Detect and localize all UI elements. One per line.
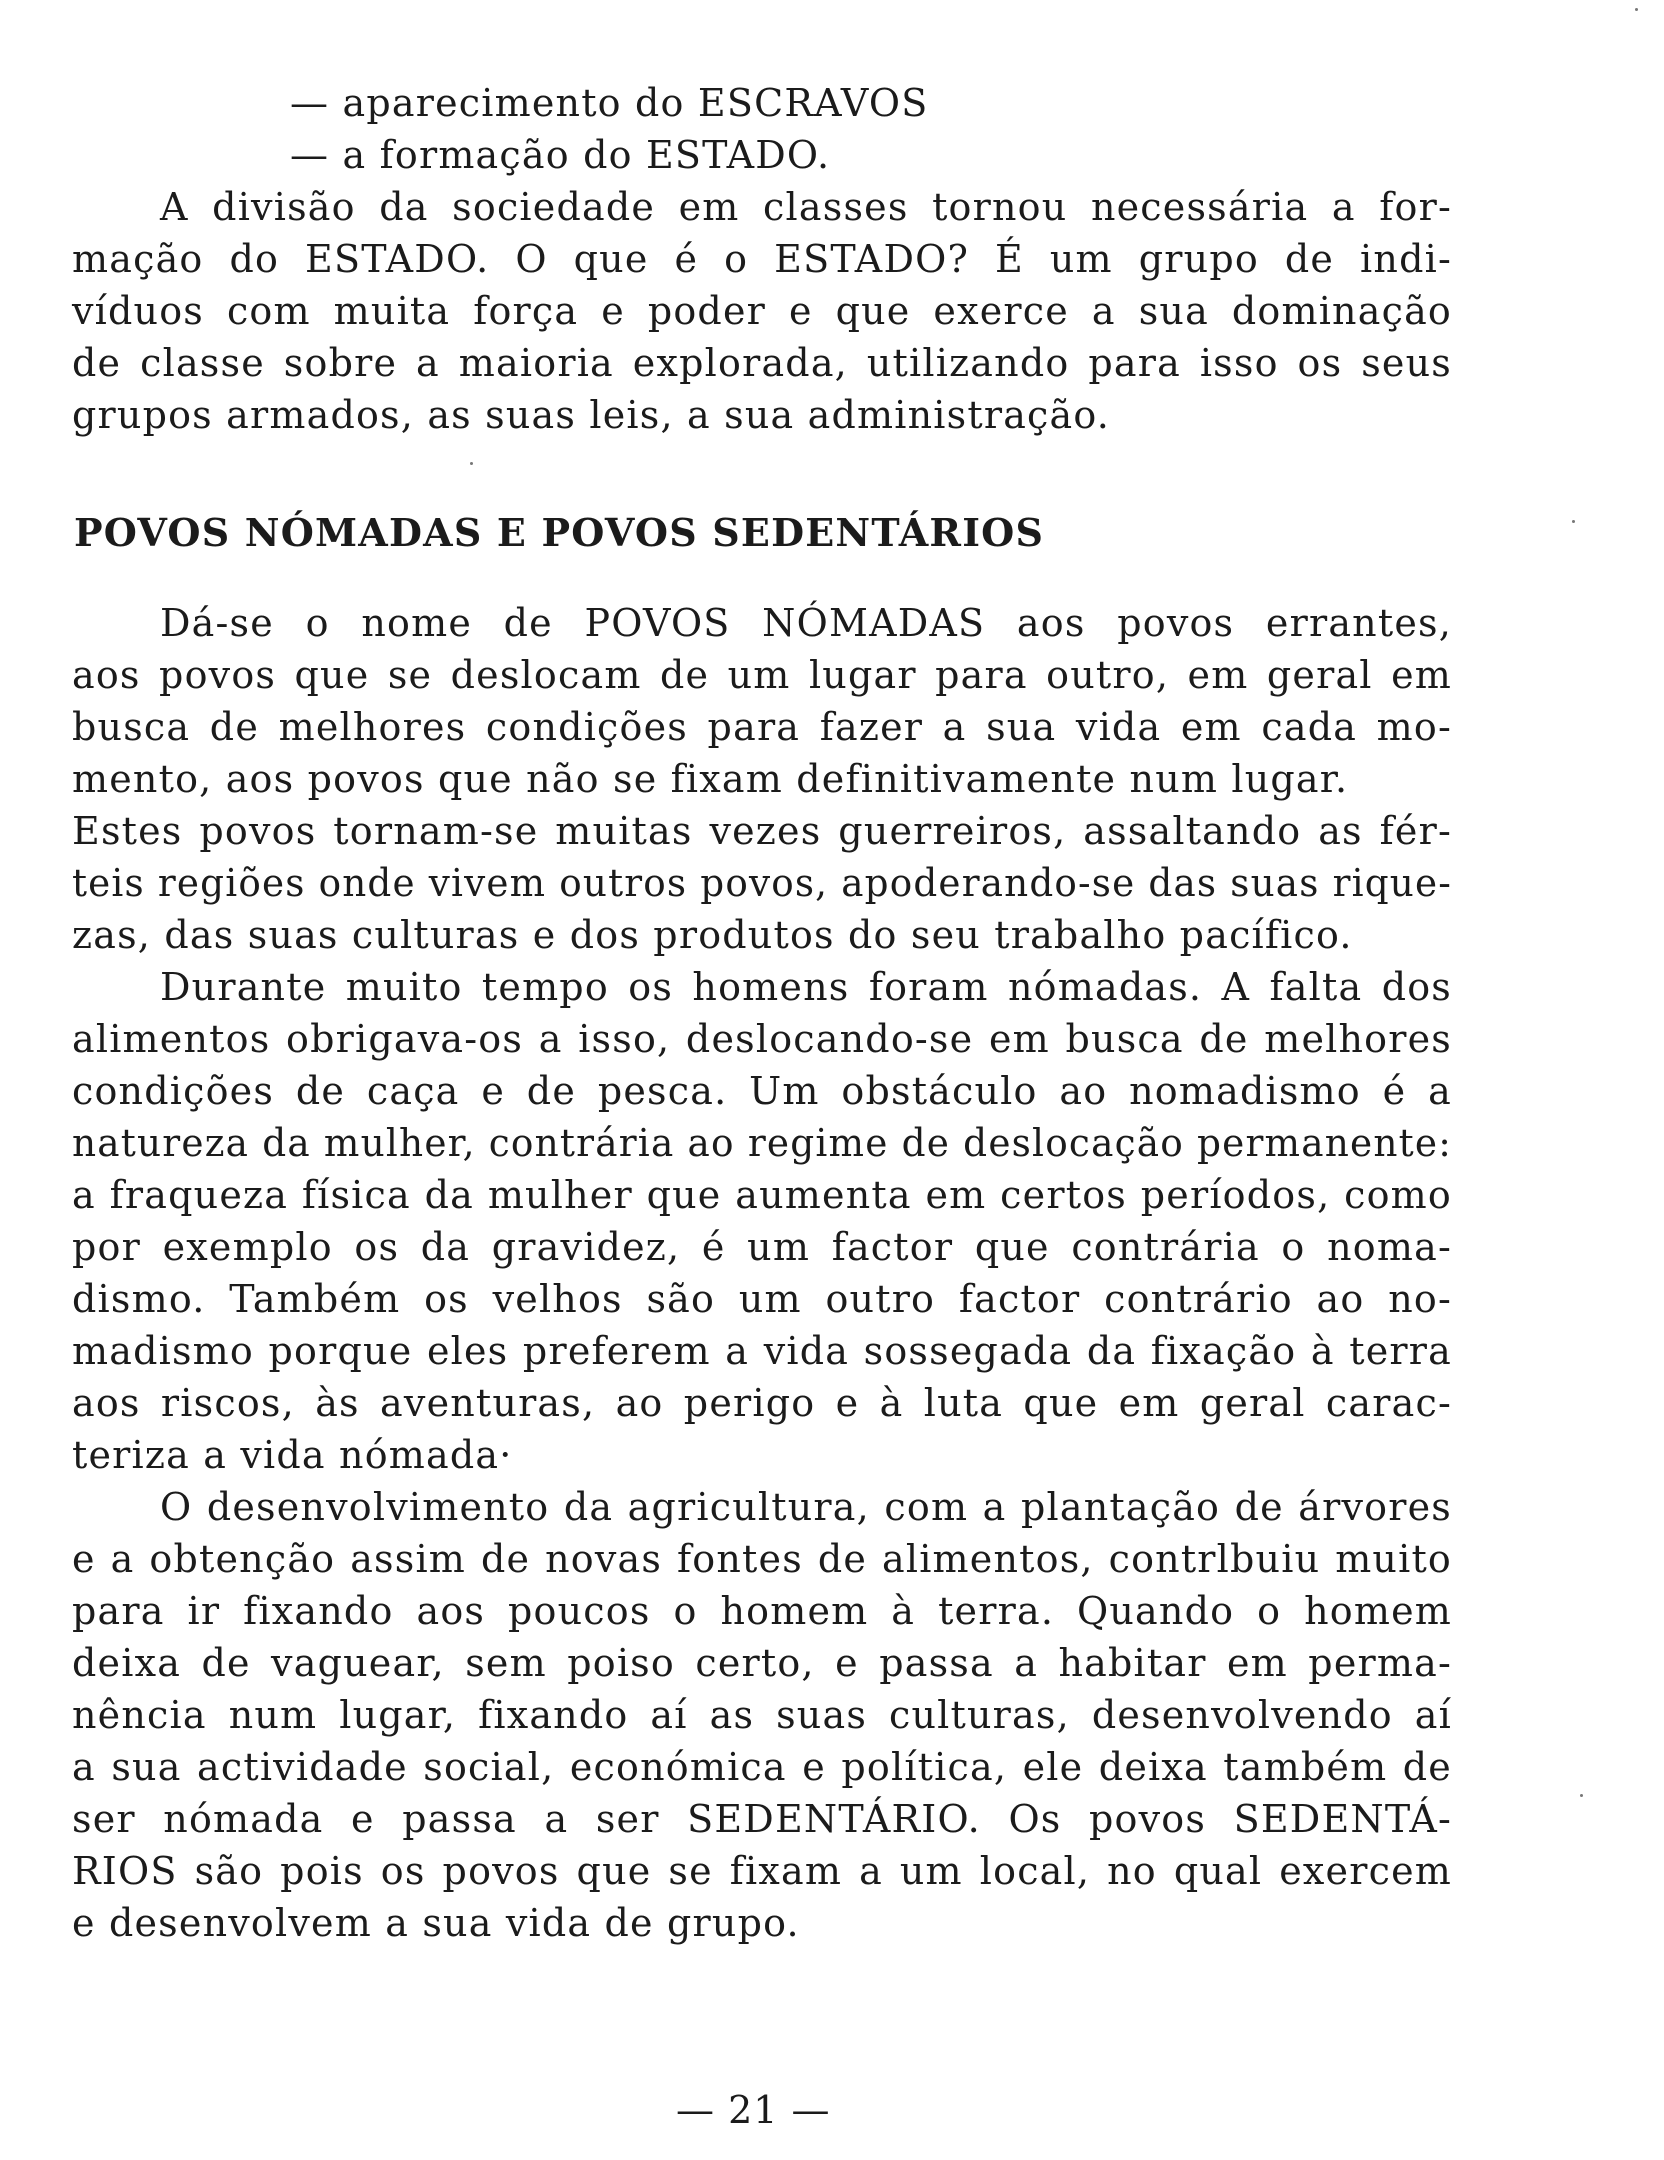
intro-line: — aparecimento do ESCRAVOS (290, 81, 929, 125)
paragraph-line: busca de melhores condições para fazer a sua vida em cada mo- (72, 705, 1452, 749)
paragraph-line: aos riscos, às aventuras, ao perigo e à luta que em geral carac- (72, 1381, 1452, 1425)
section-heading: POVOS NÓMADAS E POVOS SEDENTÁRIOS (74, 510, 1045, 555)
paragraph-line: RIOS são pois os povos que se fixam a um local, no qual exercem (72, 1849, 1452, 1893)
intro-line: — a formação do ESTADO. (290, 133, 831, 177)
paragraph-line: madismo porque eles preferem a vida sossegada da fixação à terra (72, 1329, 1452, 1373)
paragraph-line: mação do ESTADO. O que é o ESTADO? É um grupo de indi- (72, 237, 1452, 281)
paragraph-line: zas, das suas culturas e dos produtos do seu trabalho pacífico. (72, 913, 1353, 957)
paragraph-line: teriza a vida nómada· (72, 1433, 513, 1477)
paragraph-line: Dá-se o nome de POVOS NÓMADAS aos povos errantes, (160, 601, 1452, 645)
paragraph-line: nência num lugar, fixando aí as suas culturas, desenvolvendo aí (72, 1693, 1452, 1737)
paragraph-line: Durante muito tempo os homens foram nómadas. A falta dos (160, 965, 1452, 1009)
paragraph-line: de classe sobre a maioria explorada, utilizando para isso os seus (72, 341, 1452, 385)
paragraph-line: a fraqueza física da mulher que aumenta em certos períodos, como (72, 1173, 1452, 1217)
paragraph-line: aos povos que se deslocam de um lugar para outro, em geral em (72, 653, 1452, 697)
paragraph-line: natureza da mulher, contrária ao regime de deslocação permanente: (72, 1121, 1452, 1165)
paragraph-line: e desenvolvem a sua vida de grupo. (72, 1901, 800, 1945)
paragraph-line: grupos armados, as suas leis, a sua administração. (72, 393, 1111, 437)
paragraph-line: condições de caça e de pesca. Um obstáculo ao nomadismo é a (72, 1069, 1452, 1113)
scan-speck (1635, 8, 1638, 11)
paragraph-line: alimentos obrigava-os a isso, deslocando-se em busca de melhores (72, 1017, 1452, 1061)
paragraph-line: a sua actividade social, económica e política, ele deixa também de (72, 1745, 1452, 1789)
paragraph-line: para ir fixando aos poucos o homem à terra. Quando o homem (72, 1589, 1452, 1633)
paragraph-line: O desenvolvimento da agricultura, com a plantação de árvores (160, 1485, 1452, 1529)
scan-speck (1572, 520, 1575, 523)
paragraph-line: dismo. Também os velhos são um outro factor contrário ao no- (72, 1277, 1452, 1321)
scan-speck (1580, 1794, 1583, 1797)
paragraph-line: por exemplo os da gravidez, é um factor que contrária o noma- (72, 1225, 1452, 1269)
paragraph-line: deixa de vaguear, sem poiso certo, e passa a habitar em perma- (72, 1641, 1452, 1685)
paragraph-line: ser nómada e passa a ser SEDENTÁRIO. Os povos SEDENTÁ- (72, 1797, 1452, 1841)
paragraph-line: mento, aos povos que não se fixam definitivamente num lugar. (72, 757, 1349, 801)
paragraph-line: e a obtenção assim de novas fontes de alimentos, contrlbuiu muito (72, 1537, 1452, 1581)
paragraph-line: Estes povos tornam-se muitas vezes guerreiros, assaltando as fér- (72, 809, 1452, 853)
paragraph-line: A divisão da sociedade em classes tornou necessária a for- (160, 185, 1452, 229)
paragraph-line: teis regiões onde vivem outros povos, apoderando-se das suas rique- (72, 861, 1452, 905)
page-number: — 21 — (676, 2088, 831, 2132)
paragraph-line: víduos com muita força e poder e que exerce a sua dominação (72, 289, 1452, 333)
scan-speck (470, 462, 473, 465)
